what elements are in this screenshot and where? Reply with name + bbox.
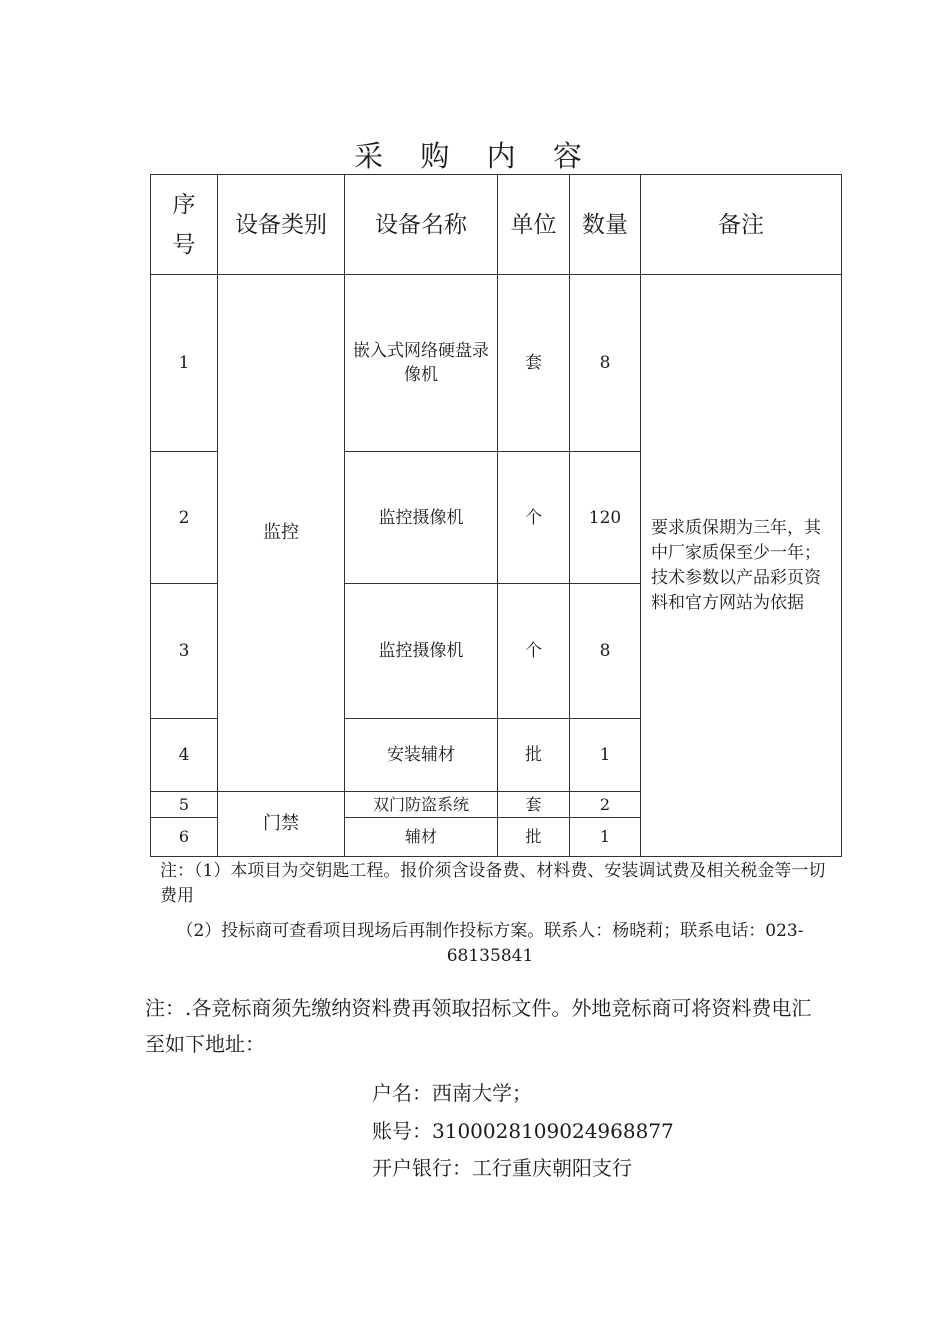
page-title: 采 购 内 容 [354, 139, 596, 173]
header-name: 设备名称 [345, 175, 498, 275]
row-unit: 套 [498, 792, 570, 818]
remark-cell: 要求质保期为三年，其中厂家质保至少一年；技术参数以产品彩页资料和官方网站为依据 [641, 275, 842, 857]
row-name: 嵌入式网络硬盘录像机 [345, 275, 498, 452]
row-qty: 8 [570, 584, 641, 719]
row-seq: 2 [151, 452, 218, 584]
row-name: 安装辅材 [345, 719, 498, 792]
row-qty: 8 [570, 275, 641, 452]
header-category: 设备类别 [218, 175, 345, 275]
row-name: 监控摄像机 [345, 584, 498, 719]
row-name: 监控摄像机 [345, 452, 498, 584]
row-seq: 5 [151, 792, 218, 818]
category-access: 门禁 [218, 792, 345, 857]
row-name: 辅材 [345, 818, 498, 857]
row-seq: 6 [151, 818, 218, 857]
row-unit: 个 [498, 452, 570, 584]
table-row [151, 275, 842, 452]
row-unit: 批 [498, 818, 570, 857]
header-seq: 序号 [151, 175, 218, 275]
note-fee: 注：.各竞标商须先缴纳资料费再领取招标文件。外地竞标商可将资料费电汇至如下地址： [145, 996, 812, 1056]
header-remark: 备注 [641, 175, 842, 275]
row-seq: 3 [151, 584, 218, 719]
row-seq: 4 [151, 719, 218, 792]
row-qty: 120 [570, 452, 641, 584]
account-number: 账号：310002810902496887​7 [372, 1119, 674, 1143]
row-unit: 个 [498, 584, 570, 719]
account-name: 户名：西南大学； [372, 1081, 532, 1105]
row-qty: 1 [570, 818, 641, 857]
row-qty: 1 [570, 719, 641, 792]
category-monitor: 监控 [218, 275, 345, 792]
bank-name: 开户银行：工行重庆朝阳支行 [372, 1156, 632, 1180]
row-qty: 2 [570, 792, 641, 818]
row-seq: 1 [151, 275, 218, 452]
row-name: 双门防盗系统 [345, 792, 498, 818]
header-qty: 数量 [570, 175, 641, 275]
note-turnkey: 注：（1）本项目为交钥匙工程。报价须含设备费、材料费、安装调试费及相关税金等一切费用 [160, 861, 826, 906]
procurement-table [150, 174, 842, 857]
header-unit: 单位 [498, 175, 570, 275]
row-unit: 套 [498, 275, 570, 452]
note-contact: （2）投标商可查看项目现场后再制作投标方案。联系人：杨晓莉；联系电话：023-68135841 [176, 921, 804, 966]
row-unit: 批 [498, 719, 570, 792]
table-header-row [151, 175, 842, 275]
